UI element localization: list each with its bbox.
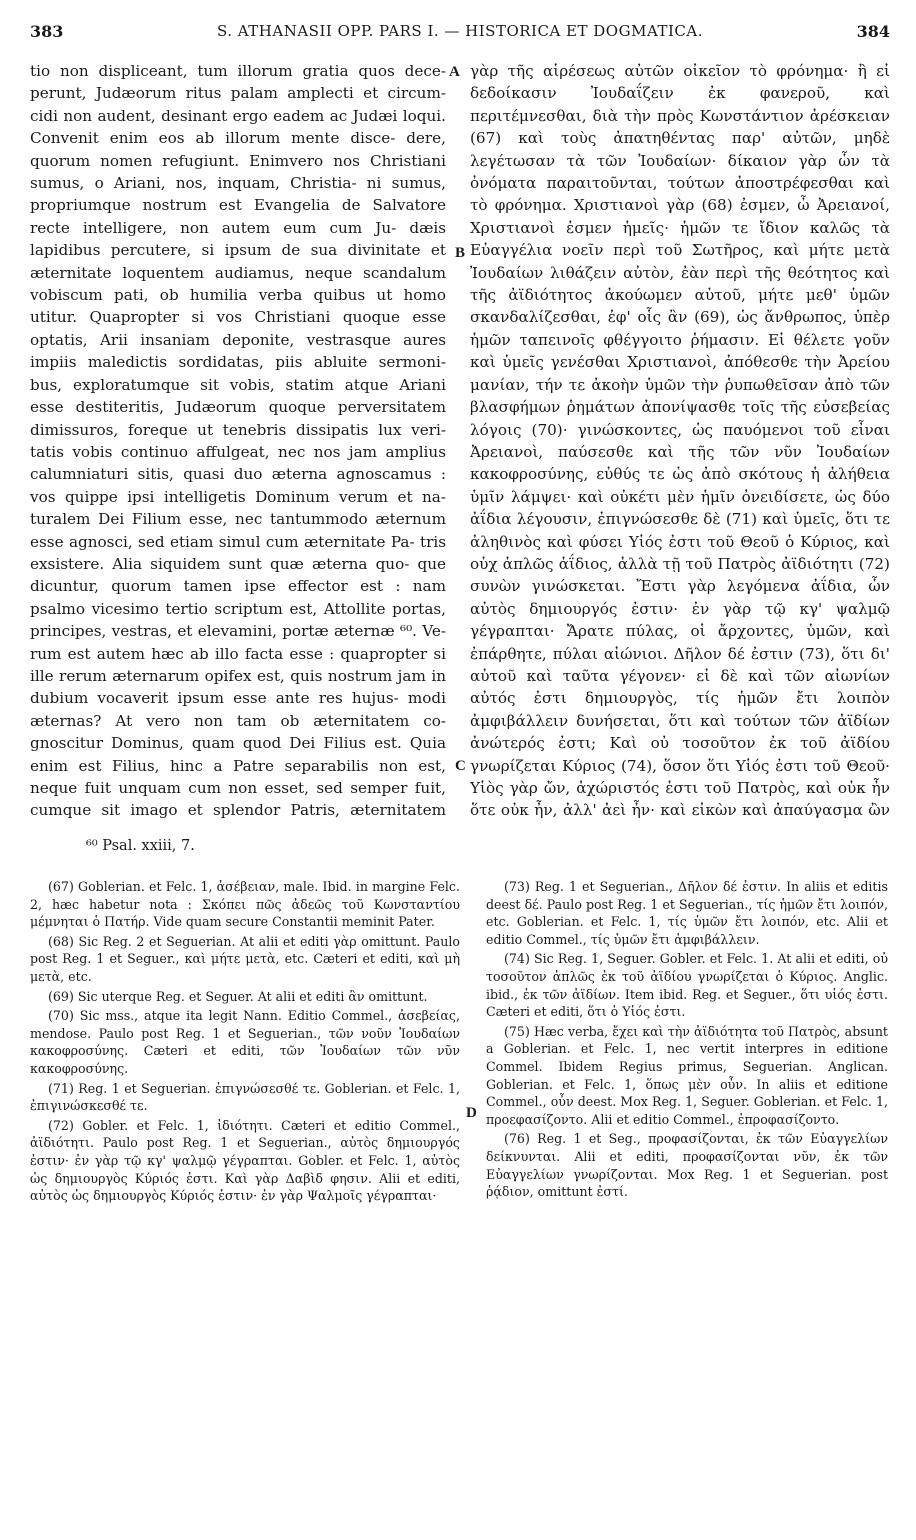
- critical-note: (68) Sic Reg. 2 et Seguerian. At alii et editi γὰρ omittunt. Paulo post Reg. 1 et Seguer., καὶ μήτε μετὰ, etc. Cæteri et editi, καὶ μὴ μετὰ, etc.: [30, 933, 460, 984]
- critical-note: (76) Reg. 1 et Seg., προφασίζονται, ἐκ τῶν Εὐαγγελίων δείκνυνται. Alii et editi, προφασίζονται νῦν, ἐκ τῶν Εὐαγγελίων γνωρίζονται. Mox Reg. 1 et Seguerian. post ῥᾴδιον, omittunt ἐστί.: [486, 1131, 888, 1200]
- page-header: [30, 22, 890, 48]
- footnote-60: ⁶⁰ Psal. xxiii, 7.: [86, 838, 195, 854]
- critical-note: (74) Sic Reg. 1, Seguer. Gobler. et Felc. 1. At alii et editi, οὐ τοσοῦτον ἁπλῶς ἐκ τοῦ ἀϊδίου γνωρίζεται ὁ Κύριος. Anglic. ibid., ἐκ τῶν ἀϊδίων. Item ibid. Reg. et Seguer., ὅτι υἱός ἐστι. Cæteri et editi, ὅτι ὁ Υἱός ἐστι.: [486, 951, 888, 1020]
- critical-note: (72) Gobler. et Felc. 1, ἰδιότητι. Cæteri et editio Commel., ἀϊδιότητι. Paulo post Reg. 1 et Seguerian., αὐτὸς δημιουργός ἐστιν· ἐν γὰρ τῷ κγ' ψαλμῷ γέγραπται. Gobler. et Felc. 1, αὐτὸς ὡς δημιουργὸς Κύριός ἐστι. Καὶ γὰρ Δαβὶδ φησιν. Alii et editi, αὐτὸς ὡς δημιουργὸς Κύριός ἐστιν· ἐν γὰρ Ψαλμοῖς γέγραπται·: [30, 1117, 460, 1204]
- margin-letter-b: B: [455, 245, 466, 261]
- margin-letter-c: C: [455, 758, 466, 774]
- greek-column: [470, 60, 890, 820]
- page-number-right: 384: [856, 22, 890, 41]
- margin-letter-d: D: [466, 1105, 477, 1121]
- critical-note: (70) Sic mss., atque ita legit Nann. Editio Commel., ἀσεβείας, mendose. Paulo post Reg. 1 et Seguerian., τῶν νοῦν Ἰουδαίων κακοφροσύνης. Cæteri et editi, τῶν Ἰουδαίων τῶν νῦν κακοφροσύνης.: [30, 1008, 460, 1076]
- running-title: S. ATHANASII OPP. PARS I. — HISTORICA ET DOGMATICA.: [217, 22, 703, 40]
- notes-right-column: [486, 878, 888, 1203]
- margin-letter-a: A: [449, 64, 460, 80]
- notes-left-column: [30, 878, 460, 1207]
- page-number-left: 383: [30, 22, 64, 41]
- critical-note: (71) Reg. 1 et Seguerian. ἐπιγνώσεσθέ τε. Goblerian. et Felc. 1, ἐπιγινώσκεσθέ τε.: [30, 1080, 460, 1114]
- critical-note: (69) Sic uterque Reg. et Seguer. At alii et editi ἂν omittunt.: [48, 988, 428, 1004]
- latin-column: [30, 60, 446, 820]
- latin-text: tio non displiceant, tum illorum gratia quos dece- perunt, Judæorum ritus palam amplecti et circum- cidi non audent, desinant ergo eadem ac Judæi loqui. Convenit enim eos ab illorum mente disce- dere, quorum nomen refugiunt. Enimvero nos Christiani sumus, o Ariani, nos, inquam, Christia- ni sumus, propriumque nostrum est Evangelia de Salvatore recte intelligere, non autem eum cum Ju- dæis lapidibus percutere, si ipsum de sua divinitate et æternitate loquentem audiamus, neque scandalum vobiscum pati, ob humilia verba quibus ut homo utitur. Quapropter si vos Christiani quoque esse optatis, Arii insaniam deponite, vestrasque aures impiis maledictis sordidatas, piis abluite sermoni- bus, exploratumque sit vobis, statim atque Ariani esse destiteritis, Judæorum quoque perversitatem dimissuros, foreque ut tenebris dissipatis lux veri- tatis vobis continuo affulgeat, nec nos jam amplius calumniaturi sitis, quasi duo æterna agnoscamus : vos quippe ipsi intelligetis Dominum verum et na- turalem Dei Filium esse, nec tantummodo æternum esse agnosci, sed etiam simul cum æternitate Pa- tris exsistere. Alia siquidem sunt quæ æterna quo- que dicuntur, quorum tamen ipse effector est : nam psalmo vicesimo tertio scriptum est, Attollite portas, principes, vestras, et elevamini, portæ æternæ ⁶⁰. Ve- rum est autem hæc ab illo facta esse : quapropter si ille rerum æternarum opifex est, quis nostrum jam in dubium vocaverit ipsum esse ante res hujus- modi æternas? At vero non tam ob æternitatem co- gnoscitur Dominus, quam quod Dei Filius est. Quia enim est Filius, hinc a Patre separabilis non est, neque fuit unquam cum non esset, sed semper fuit, cumque sit imago et splendor Patris, æternitatem: [30, 62, 446, 820]
- critical-note: (67) Goblerian. et Felc. 1, ἀσέβειαν, male. Ibid. in margine Felc. 2, hæc habetur nota : Σκόπει πῶς ἀδεῶς τοῦ Κωνσταντίου μέμνηται ὁ Πατήρ. Vide quam secure Constantii meminit Pater.: [30, 879, 460, 930]
- critical-note: (73) Reg. 1 et Seguerian., Δῆλον δέ ἐστιν. In aliis et editis deest δέ. Paulo post Reg. 1 et Seguerian., τίς ἡμῶν ἔτι λοιπόν, etc. Goblerian. et Felc. 1, τίς ὑμῶν ἔτι λοιπόν, etc. Alii et editio Commel., τίς ὑμῶν ἔτι ἀμφιβάλλειν.: [486, 879, 888, 947]
- critical-note: (75) Hæc verba, ἔχει καὶ τὴν ἀϊδιότητα τοῦ Πατρὸς, absunt a Goblerian. et Felc. 1, nec vertit interpres in editione Commel. Ibidem Regius primus, Seguerian. Anglican. Goblerian. et Felc. 1, ὅπως μὲν οὖν. In aliis et editione Commel., οὖν deest. Mox Reg. 1, Seguer. Goblerian. et Felc. 1, προεφασίζοντο. Alii et editio Commel., ἐπροφασίζοντο.: [486, 1023, 888, 1127]
- greek-text: γὰρ τῆς αἱρέσεως αὐτῶν οἰκεῖον τὸ φρόνημα· ἢ εἰ δεδοίκασιν Ἰουδαΐζειν ἐκ φανεροῦ, καὶ περιτέμνεσθαι, διὰ τὴν πρὸς Κωνστάντιον ἀρέσκειαν (67) καὶ τοὺς ἀπατηθέντας παρ' αὐτῶν, μηδὲ λεγέτωσαν τὰ τῶν Ἰουδαίων· δίκαιον γὰρ ὧν τὰ ὀνόματα παραιτοῦνται, τούτων ἀποστρέφεσθαι καὶ τὸ φρόνημα. Χριστιανοὶ γὰρ (68) ἐσμεν, ὦ Ἀρειανοί, Χριστιανοὶ ἐσμεν ἡμεῖς· ἡμῶν τε ἴδιον καλῶς τὰ Εὐαγγέλια νοεῖν περὶ τοῦ Σωτῆρος, καὶ μήτε μετὰ Ἰουδαίων λιθάζειν αὐτὸν, ἐὰν περὶ τῆς θεότητος καὶ τῆς ἀϊδιότητος ἀκούωμεν αὐτοῦ, μήτε μεθ' ὑμῶν σκανδαλίζεσθαι, ἐφ' οἷς ἂν (69), ὡς ἄνθρωπος, ὑπὲρ ἡμῶν ταπεινοῖς φθέγγοιτο ῥήμασιν. Εἰ θέλετε γοῦν καὶ ὑμεῖς γενέσθαι Χριστιανοὶ, ἀπόθεσθε τὴν Ἀρείου μανίαν, τήν τε ἀκοὴν ὑμῶν τὴν ῥυπωθεῖσαν ἀπὸ τῶν βλασφήμων ῥημάτων ἀπονίψασθε τοῖς τῆς εὐσεβείας λόγοις (70)· γινώσκοντες, ὡς παυόμενοι τοῦ εἶναι Ἀρειανοὶ, παύσεσθε καὶ τῆς τῶν νῦν Ἰουδαίων κακοφροσύνης, εὐθύς τε ὡς ἀπὸ σκότους ἡ ἀλήθεια ὑμῖν λάμψει· καὶ οὐκέτι μὲν ἡμῖν ὀνειδίσετε, ὡς δύο ἀΐδια λέγουσιν, ἐπιγνώσεσθε δὲ (71) καὶ ὑμεῖς, ὅτι τε ἀληθινὸς καὶ φύσει Υἱός ἐστι τοῦ Θεοῦ ὁ Κύριος, καὶ οὐχ ἁπλῶς ἀΐδιος, ἀλλὰ τῇ τοῦ Πατρὸς ἀϊδιότητι (72) συνὼν γινώσκεται. Ἔστι γὰρ λεγόμενα ἀΐδια, ὧν αὐτὸς δημιουργός ἐστιν· ἐν γὰρ τῷ κγ' ψαλμῷ γέγραπται· Ἄρατε πύλας, οἱ ἄρχοντες, ὑμῶν, καὶ ἐπάρθητε, πύλαι αἰώνιοι. Δῆλον δέ ἐστιν (73), ὅτι δι' αὐτοῦ καὶ ταῦτα γέγονεν· εἰ δὲ καὶ τῶν αἰωνίων αὐτός ἐστι δημιουργὸς, τίς ἡμῶν ἔτι λοιπὸν ἀμφιβάλλειν δυνήσεται, ὅτι καὶ τούτων τῶν ἀϊδίων ἀνώτερός ἐστι; Καὶ οὐ τοσοῦτον ἐκ τοῦ ἀϊδίου γνωρίζεται Κύριος (74), ὅσον ὅτι Υἱός ἐστι τοῦ Θεοῦ· Υἱὸς γὰρ ὤν, ἀχώριστός ἐστι τοῦ Πατρὸς, καὶ οὐκ ἦν ὅτε οὐκ ἦν, ἀλλ' ἀεὶ ἦν· καὶ εἰκὼν καὶ ἀπαύγασμα ὢν: [470, 62, 890, 820]
